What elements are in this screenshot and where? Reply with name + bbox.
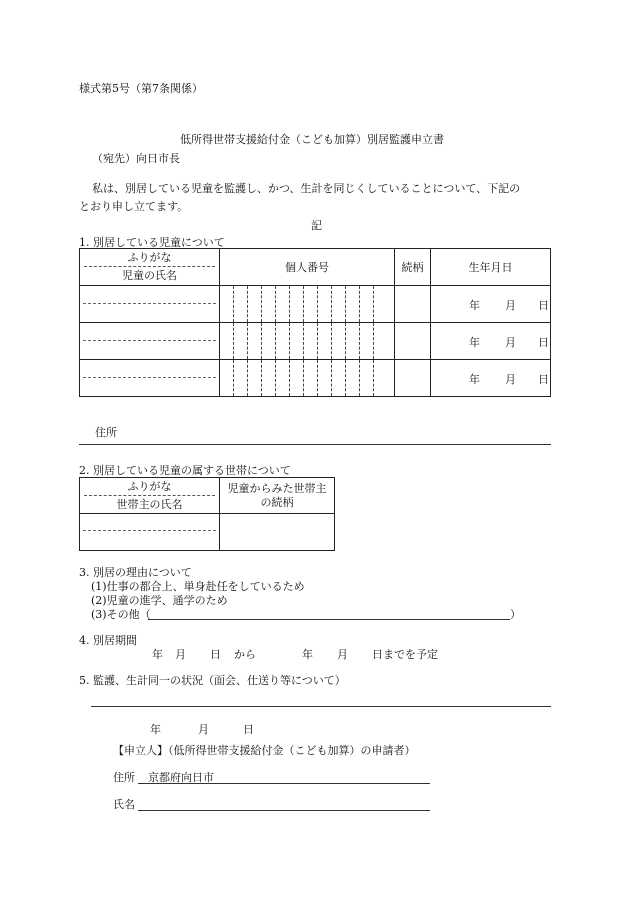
period-start-day: 日	[210, 648, 221, 661]
applicant-name-label: 氏名	[113, 798, 135, 811]
householder-relation-cell[interactable]	[220, 514, 335, 551]
relation-cell[interactable]	[395, 323, 431, 360]
section1-heading: 1. 別居している児童について	[79, 236, 225, 249]
section5-heading: 5. 監護、生計同一の状況（面会、仕送り等について）	[79, 674, 346, 687]
children-table-header	[80, 249, 551, 286]
household-table-header	[80, 478, 335, 514]
householder-name-cell[interactable]	[80, 514, 220, 551]
section3-heading: 3. 別居の理由について	[79, 566, 192, 579]
date-year: 年	[150, 723, 161, 736]
children-table	[79, 248, 551, 397]
birth-day-label: 日	[538, 373, 549, 386]
period-start-year: 年	[152, 648, 163, 661]
child-furigana-header: ふりがな	[127, 251, 172, 264]
reason-option-1[interactable]: (1)仕事の都合上、単身赴任をしているため	[91, 580, 305, 593]
period-from: から	[234, 648, 256, 661]
reason-other-close: ）	[510, 608, 521, 621]
reason-other-line[interactable]	[148, 619, 510, 620]
child-name-cell[interactable]	[80, 286, 220, 323]
birthdate-cell[interactable]	[431, 360, 551, 397]
mynumber-cell[interactable]	[220, 323, 395, 360]
birthdate-cell[interactable]	[431, 323, 551, 360]
birthdate-header: 生年月日	[431, 249, 551, 286]
period-end-year: 年	[302, 648, 313, 661]
form-number: 様式第5号（第7条関係）	[79, 82, 203, 95]
birth-month-label: 月	[505, 336, 516, 349]
mynumber-header: 個人番号	[220, 249, 395, 286]
section4-heading: 4. 別居期間	[79, 634, 137, 647]
householder-name-header: 世帯主の氏名	[84, 495, 215, 513]
child-name-header: 児童の氏名	[84, 266, 215, 285]
relation-header: 続柄	[395, 249, 431, 286]
intro-line-2: とおり申し立てます。	[79, 200, 189, 213]
child-address-label: 住所	[95, 426, 117, 439]
period-end-month: 月	[337, 648, 348, 661]
child-row	[80, 286, 551, 323]
applicant-address-line	[138, 783, 430, 784]
date-month: 月	[198, 723, 209, 736]
applicant-name-line[interactable]	[138, 810, 430, 811]
child-name-cell[interactable]	[80, 360, 220, 397]
birthdate-cell[interactable]	[431, 286, 551, 323]
householder-furigana-header: ふりがな	[127, 480, 172, 493]
status-line[interactable]	[91, 706, 551, 707]
householder-relation-header	[220, 478, 335, 514]
child-address-line[interactable]	[79, 444, 551, 445]
section2-heading: 2. 別居している児童の属する世帯について	[79, 464, 291, 477]
intro-line-1: 私は、別居している児童を監護し、かつ、生計を同じくしていることについて、下記の	[92, 182, 521, 195]
child-name-header-cell	[80, 249, 220, 286]
mynumber-cell[interactable]	[220, 360, 395, 397]
document-title: 低所得世帯支援給付金（こども加算）別居監護申立書	[180, 133, 444, 146]
applicant-address-label: 住所	[113, 771, 135, 784]
addressee: （宛先）向日市長	[92, 152, 180, 165]
period-until: 日までを予定	[372, 648, 438, 661]
birth-year-label: 年	[469, 336, 480, 349]
householder-relation-header-line1: 児童からみた世帯主	[227, 481, 327, 495]
relation-cell[interactable]	[395, 360, 431, 397]
birth-day-label: 日	[538, 299, 549, 312]
mynumber-cell[interactable]	[220, 286, 395, 323]
householder-relation-header-line2: の続柄	[260, 495, 294, 509]
reason-option-2[interactable]: (2)児童の進学、通学のため	[91, 594, 228, 607]
child-row	[80, 360, 551, 397]
applicant-address-value[interactable]: 京都府向日市	[148, 771, 214, 784]
child-name-cell[interactable]	[80, 323, 220, 360]
birth-month-label: 月	[505, 373, 516, 386]
applicant-label: 【申立人】（低所得世帯支援給付金（こども加算）の申請者）	[113, 744, 416, 757]
relation-cell[interactable]	[395, 286, 431, 323]
ki-label: 記	[311, 219, 322, 232]
birth-year-label: 年	[469, 299, 480, 312]
birth-day-label: 日	[538, 336, 549, 349]
date-day: 日	[243, 723, 254, 736]
household-row	[80, 514, 335, 551]
birth-year-label: 年	[469, 373, 480, 386]
child-row	[80, 323, 551, 360]
householder-name-header-cell	[80, 478, 220, 514]
period-start-month: 月	[175, 648, 186, 661]
household-table	[79, 477, 335, 551]
birth-month-label: 月	[505, 299, 516, 312]
reason-option-3[interactable]: (3)その他（	[91, 608, 151, 621]
